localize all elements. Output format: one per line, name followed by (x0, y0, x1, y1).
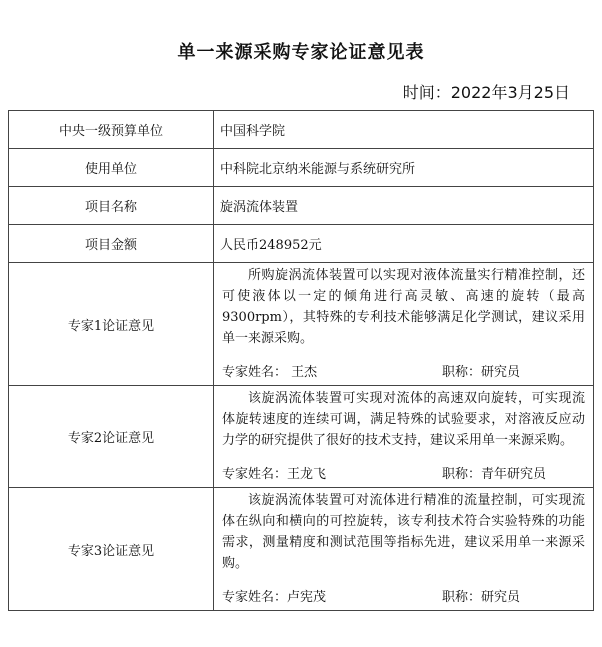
expert-row (9, 263, 594, 386)
row-label: 项目金额 (9, 225, 214, 263)
row-label: 项目名称 (9, 187, 214, 225)
expert-signature (222, 463, 585, 485)
table-row (9, 225, 594, 263)
expert-name: 专家姓名：卢宪茂 (222, 590, 327, 605)
table-row (9, 187, 594, 225)
row-label: 中央一级预算单位 (9, 111, 214, 149)
expert-opinion-cell (214, 263, 594, 386)
expert-title: 职称：青年研究员 (442, 467, 547, 482)
row-value: 旋涡流体装置 (214, 187, 594, 225)
expert-signature (222, 361, 585, 383)
row-label: 使用单位 (9, 149, 214, 187)
row-value: 中科院北京纳米能源与系统研究所 (214, 149, 594, 187)
expert-opinion-text: 该旋涡流体装置可对流体进行精准的流量控制，可实现流体在纵向和横向的可控旋转，该专利技术符合实验特殊的功能需求，测量精度和测试范围等指标先进，建议采用单一来源采购。 (222, 493, 585, 571)
expert-title: 职称：研究员 (442, 365, 521, 380)
expert-opinion-cell (214, 488, 594, 611)
table-row (9, 111, 594, 149)
expert-label: 专家2论证意见 (9, 386, 214, 488)
expert-label: 专家1论证意见 (9, 263, 214, 386)
expert-opinion-cell (214, 386, 594, 488)
expert-signature (222, 586, 585, 608)
expert-opinion-text: 所购旋涡流体装置可以实现对液体流量实行精准控制，还可使液体以一定的倾角进行高灵敏、高速的旋转（最高9300rpm），其特殊的专利技术能够满足化学测试，建议采用单一来源采购。 (222, 268, 585, 346)
opinion-form-table (8, 110, 594, 611)
expert-name: 专家姓名：王龙飞 (222, 467, 327, 482)
expert-opinion-text: 该旋涡流体装置可实现对流体的高速双向旋转，可实现流体旋转速度的连续可调，满足特殊的试验要求，对溶液反应动力学的研究提供了很好的技术支持，建议采用单一来源采购。 (222, 391, 585, 448)
document-date: 时间：2022年3月25日 (402, 83, 570, 102)
expert-title: 职称：研究员 (442, 590, 521, 605)
row-value: 人民币248952元 (214, 225, 594, 263)
expert-row (9, 488, 594, 611)
expert-label: 专家3论证意见 (9, 488, 214, 611)
table-row (9, 149, 594, 187)
document-title: 单一来源采购专家论证意见表 (177, 42, 425, 63)
row-value: 中国科学院 (214, 111, 594, 149)
expert-name: 专家姓名： 王杰 (222, 365, 318, 380)
expert-row (9, 386, 594, 488)
